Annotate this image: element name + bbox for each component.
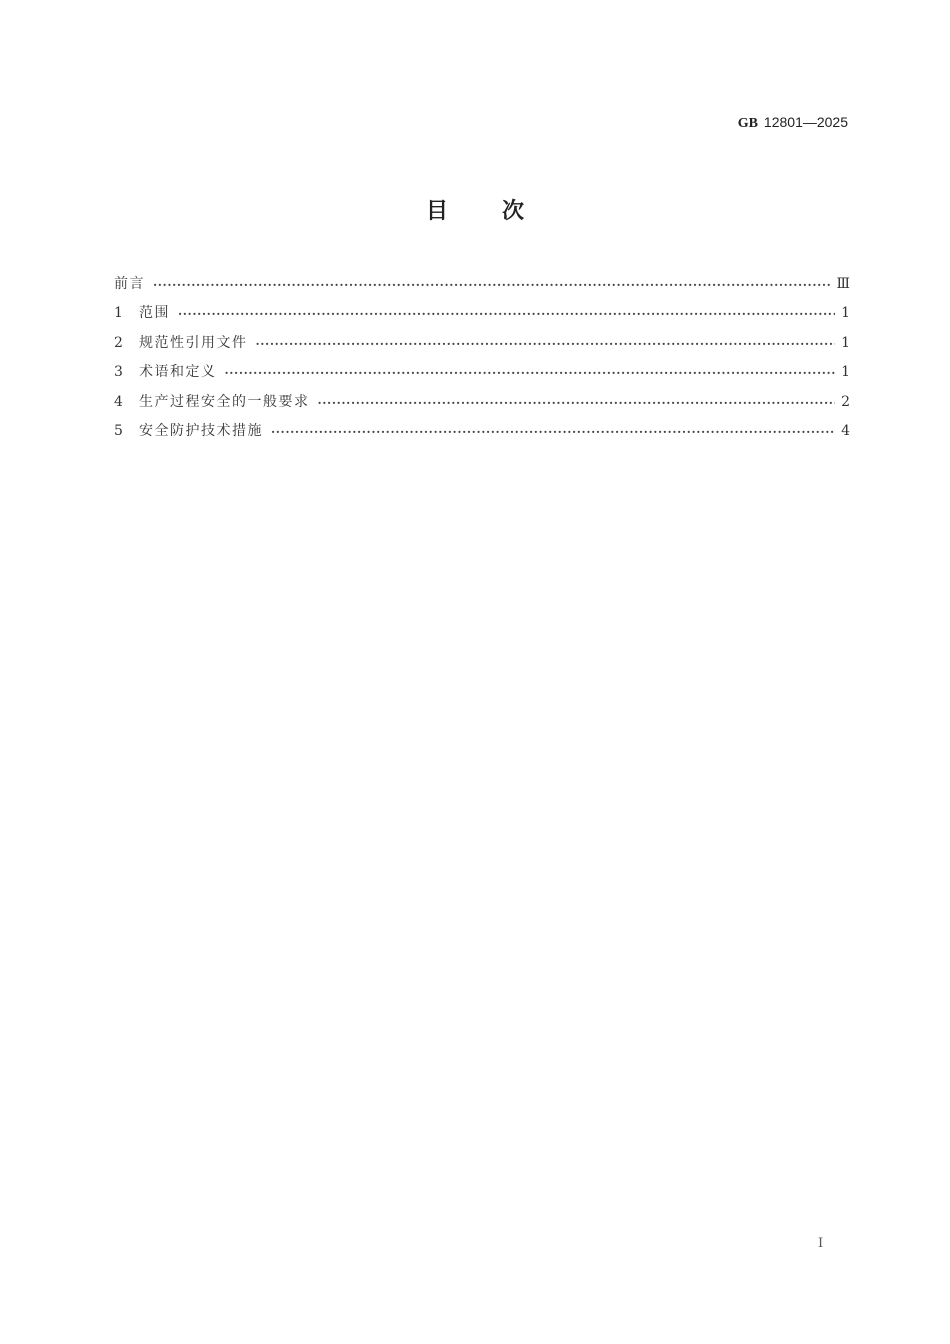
toc-entry-page: 1 [841, 334, 850, 351]
toc-entry-page: 1 [841, 305, 850, 322]
toc-dot-leader [318, 392, 836, 414]
toc-entry-title: 术语和定义 [139, 364, 217, 381]
standard-prefix: GB [737, 116, 758, 131]
toc-entry-terms-definitions[interactable] [114, 361, 850, 390]
toc-entry-title: 规范性引用文件 [139, 334, 248, 351]
standard-number-header [738, 114, 848, 132]
toc-entry-title: 前言 [114, 276, 145, 292]
toc-entry-scope[interactable] [114, 302, 850, 331]
toc-entry-foreword[interactable] [114, 273, 850, 302]
toc-entry-page: 1 [841, 364, 850, 381]
toc-entry-page: 4 [841, 422, 850, 439]
page-number: Ⅰ [818, 1236, 824, 1251]
toc-dot-leader [271, 421, 835, 443]
toc-entry-number: 1 [114, 305, 123, 322]
standard-code: 12801—2025 [763, 114, 848, 130]
toc-entry-number: 5 [114, 422, 123, 439]
toc-entry-number: 2 [114, 334, 123, 351]
toc-dot-leader [153, 274, 830, 296]
toc-dot-leader [256, 333, 836, 355]
toc-entry-title: 生产过程安全的一般要求 [139, 393, 310, 410]
toc-entry-page: Ⅲ [836, 276, 850, 292]
toc-dot-leader [178, 303, 835, 325]
table-of-contents [114, 273, 850, 449]
toc-entry-general-requirements[interactable] [114, 391, 850, 420]
toc-dot-leader [225, 362, 836, 384]
toc-entry-title: 范围 [139, 305, 170, 322]
toc-entry-normative-references[interactable] [114, 332, 850, 361]
toc-entry-number: 3 [114, 364, 123, 381]
toc-entry-title: 安全防护技术措施 [139, 422, 263, 439]
toc-entry-safety-measures[interactable] [114, 420, 850, 449]
toc-entry-page: 2 [841, 393, 850, 410]
toc-title: 目次 [425, 199, 578, 224]
toc-entry-number: 4 [114, 393, 123, 410]
